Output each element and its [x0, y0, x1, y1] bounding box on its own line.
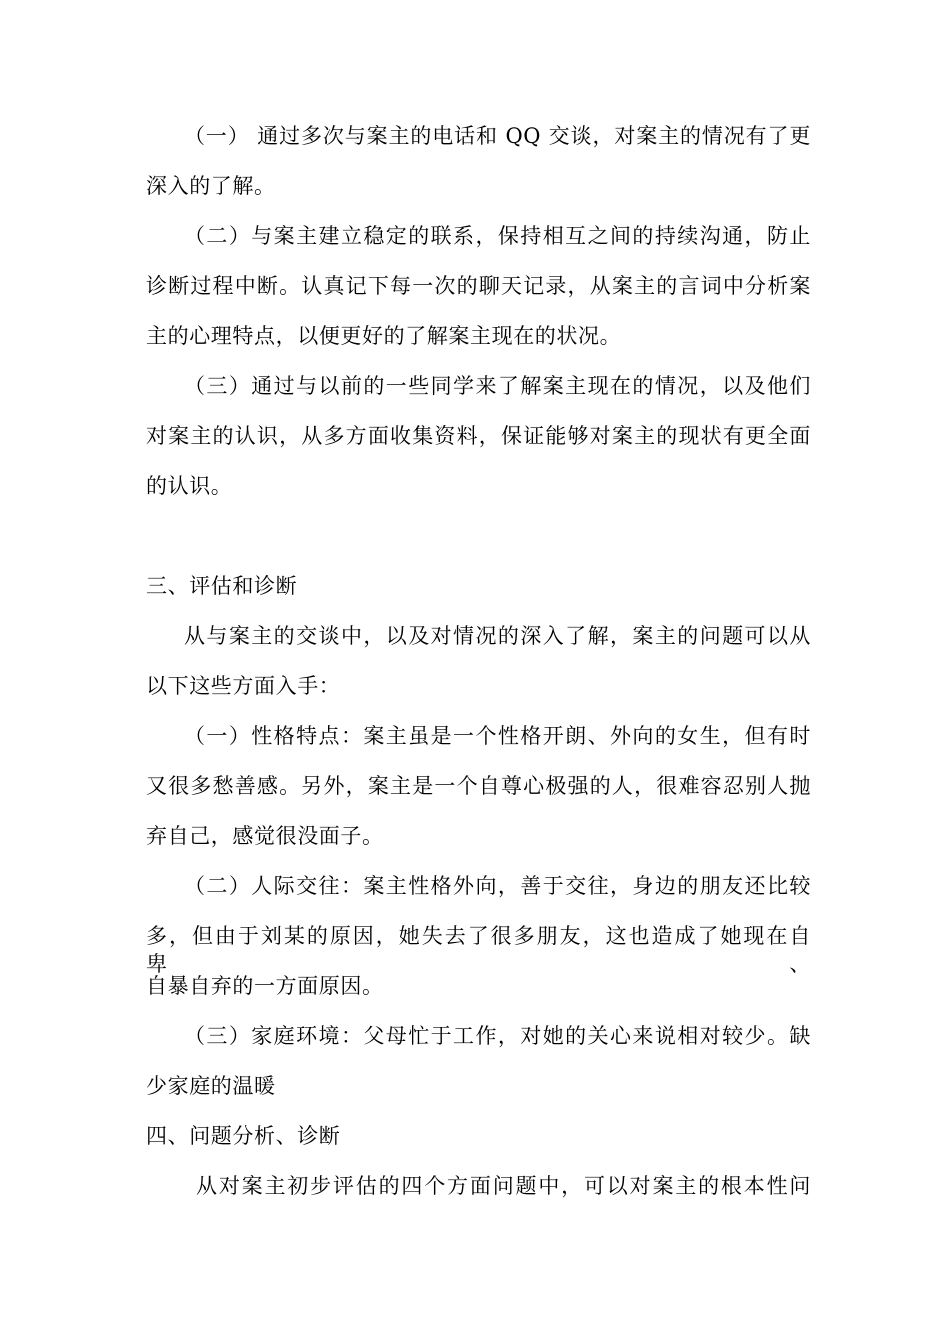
- paragraph-line: （三）通过与以前的一些同学来了解案主现在的情况，以及他们: [184, 374, 811, 398]
- paragraph-line: （二）与案主建立稳定的联系，保持相互之间的持续沟通，防止: [184, 224, 811, 248]
- paragraph-line: 弃自己，感觉很没面子。: [146, 824, 384, 848]
- section-heading: 四、问题分析、诊断: [146, 1124, 341, 1148]
- paragraph-line: 深入的了解。: [146, 174, 276, 198]
- paragraph-line: （二）人际交往：案主性格外向，善于交往，身边的朋友还比较: [184, 874, 811, 898]
- paragraph-line: 以下这些方面入手：: [146, 674, 341, 698]
- paragraph-line: （一）性格特点：案主虽是一个性格开朗、外向的女生，但有时: [184, 724, 811, 748]
- paragraph-line: 少家庭的温暖: [146, 1074, 276, 1098]
- paragraph-line: （三）家庭环境：父母忙于工作，对她的关心来说相对较少。缺: [184, 1024, 811, 1048]
- paragraph-line: 主的心理特点，以便更好的了解案主现在的状况。: [146, 324, 622, 348]
- paragraph-line: 的认识。: [146, 474, 233, 498]
- paragraph-line: 又很多愁善感。另外，案主是一个自尊心极强的人，很难容忍别人抛: [146, 774, 811, 798]
- paragraph-line: 诊断过程中断。认真记下每一次的聊天记录，从案主的言词中分析案: [146, 274, 811, 298]
- section-heading: 三、评估和诊断: [146, 574, 298, 598]
- paragraph-line: 自暴自弃的一方面原因。: [146, 974, 384, 998]
- paragraph-line: （一） 通过多次与案主的电话和 QQ 交谈，对案主的情况有了更: [184, 124, 811, 148]
- paragraph-line: 多，但由于刘某的原因，她失去了很多朋友，这也造成了她现在自卑、: [146, 924, 811, 976]
- paragraph-line: 从对案主初步评估的四个方面问题中，可以对案主的根本性问: [196, 1174, 811, 1198]
- paragraph-line: 对案主的认识，从多方面收集资料，保证能够对案主的现状有更全面: [146, 424, 811, 448]
- paragraph-line: 从与案主的交谈中，以及对情况的深入了解，案主的问题可以从: [184, 624, 811, 648]
